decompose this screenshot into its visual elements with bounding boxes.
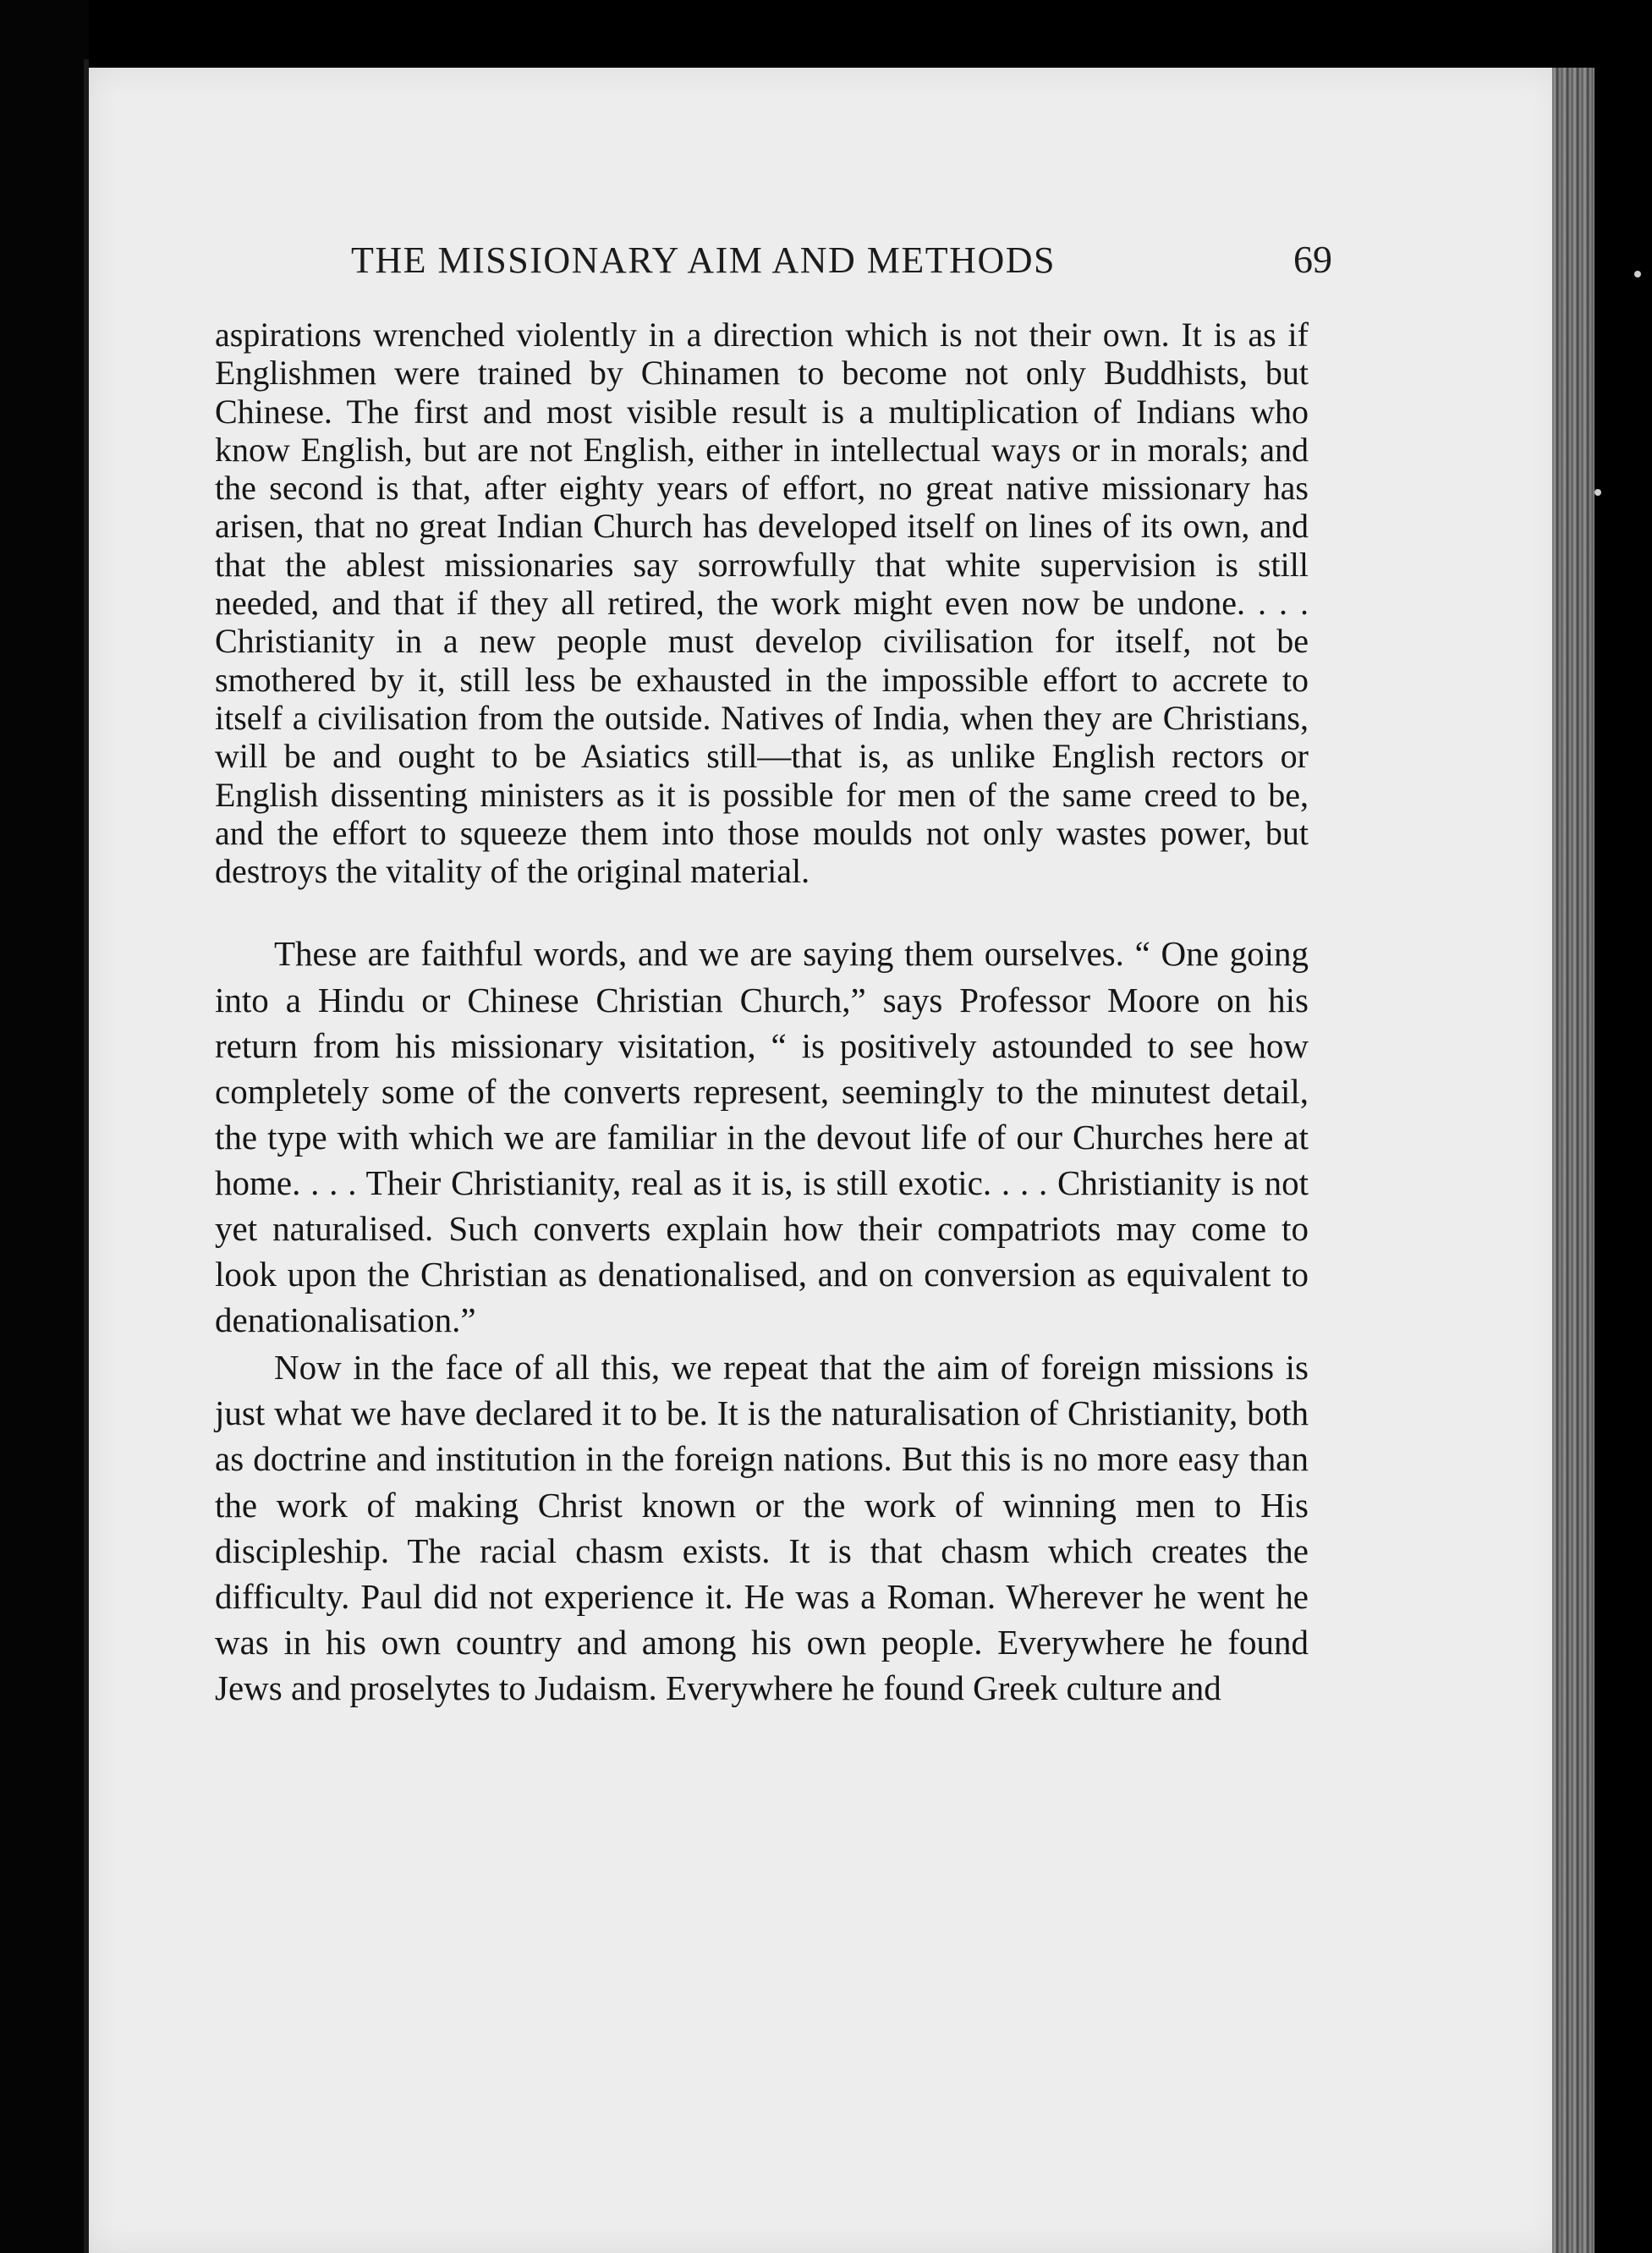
running-head bbox=[351, 237, 1332, 288]
scan-speck bbox=[1594, 489, 1601, 496]
body-paragraph: These are faithful words, and we are saying them ourselves. “ One going into a Hindu or Chinese Christian Church,” says Professor Moore on his return from his missionary visitation, “ is positively astounded to see how completely some of the converts represent, seemingly to the minutest detail, the type with which we are familiar in the devout life of our Churches here at home. . . . Their Christianity, real as it is, is still exotic. . . . Christianity is not yet naturalised. Such converts explain how their compatriots may come to look upon the Christian as denationalised, and on conversion as equivalent to denationalisation.” bbox=[215, 934, 1309, 1340]
page-edge-shadow bbox=[1552, 68, 1594, 2253]
page-number: 69 bbox=[1293, 238, 1332, 281]
quoted-extract-paragraph: aspirations wrenched violently in a direction which is not their own. It is as if Englishmen were trained by Chinamen to become not only Buddhists, but Chinese. The first and most visible result is a multiplication of Indians who know English, but are not English, either in intellectual ways or in morals; and the second is that, after eighty years of effort, no great native missionary has arisen, that no great Indian Church has developed itself on lines of its own, and that the ablest missionaries say sorrowfully that white supervision is still needed, and that if they all retired, the work might even now be undone. . . . Christianity in a new people must develop civilisation for itself, not be smothered by it, still less be exhausted in the impossible effort to accrete to itself a civilisation from the outside. Natives of India, when they are Christians, will be and ought to be Asiatics still—that is, as unlike English rectors or English dissenting ministers as it is possible for men of the same creed to be, and the effort to squeeze them into those moulds not only wastes power, but destroys the vitality of the original material. bbox=[215, 316, 1309, 891]
page-text bbox=[215, 316, 1309, 1711]
running-head-title: THE MISSIONARY AIM AND METHODS bbox=[351, 239, 1056, 281]
scan-left-border bbox=[0, 0, 89, 2253]
scan-speck bbox=[1634, 271, 1641, 278]
body-paragraph: Now in the face of all this, we repeat that the aim of foreign missions is just what we have declared it to be. It is the naturalisation of Christianity, both as doctrine and institution in the foreign nations. But this is no more easy than the work of making Christ known or the work of winning men to His discipleship. The racial chasm exists. It is that chasm which creates the difficulty. Paul did not experience it. He was a Roman. Wherever he went he was in his own country and among his own people. Everywhere he found Jews and proselytes to Judaism. Everywhere he found Greek culture and bbox=[215, 1348, 1309, 1707]
scan-right-border bbox=[1594, 0, 1652, 2253]
